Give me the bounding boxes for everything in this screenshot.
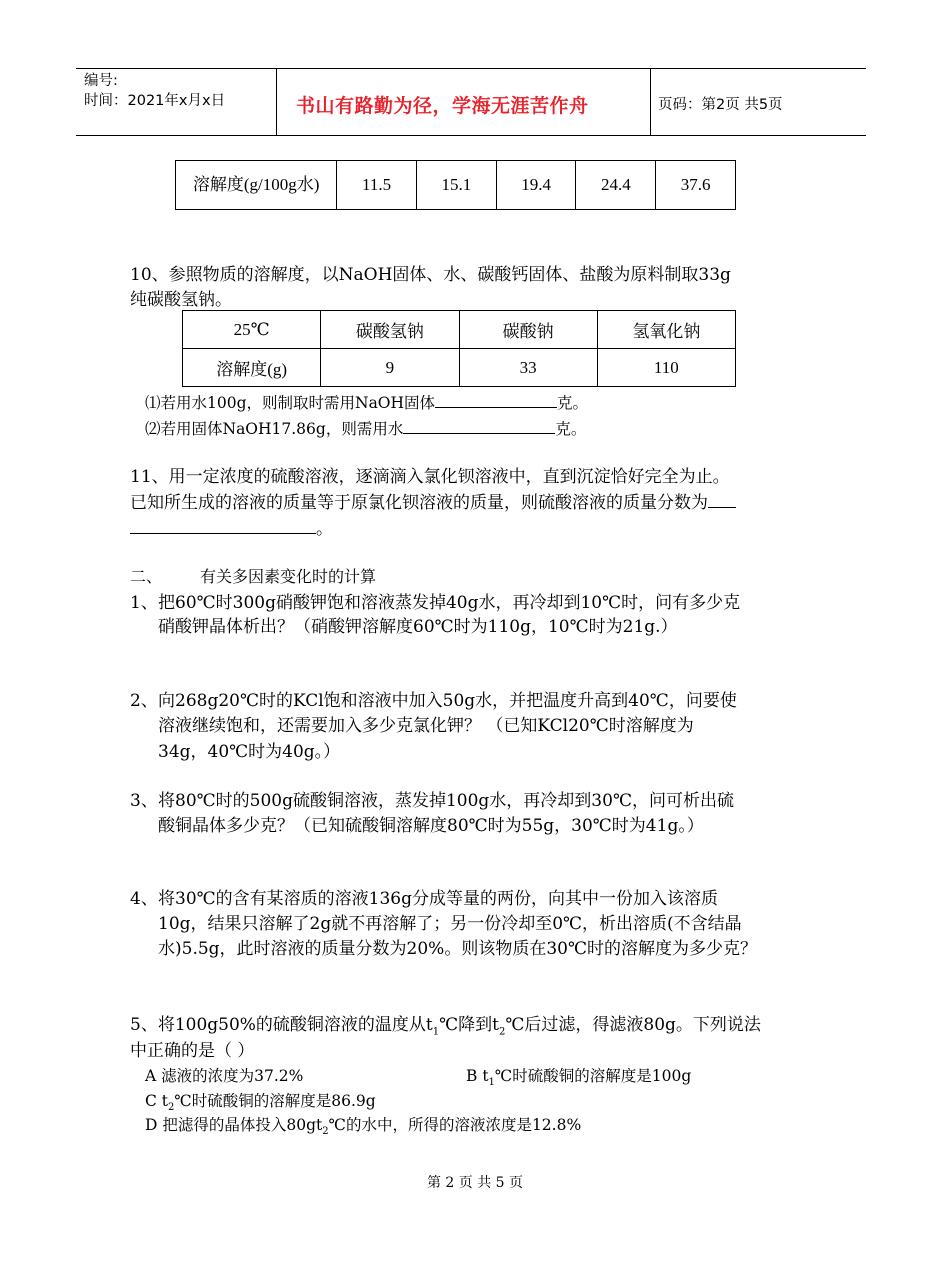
p3-line2: 酸铜晶体多少克？（已知硫酸铜溶解度80℃时为55g，30℃时为41g。） (158, 816, 704, 836)
q10-solubility-table (182, 310, 736, 387)
q11-line1: 11、用一定浓度的硫酸溶液，逐滴滴入氯化钡溶液中，直到沉淀恰好完全为止。 (130, 467, 730, 487)
q10-sub2 (145, 417, 586, 441)
q10-header-cell: 氢氧化钠 (597, 311, 735, 349)
q10-sub1-blank[interactable] (435, 391, 557, 408)
header-bottom-rule (76, 135, 866, 136)
p3-line1: 将80℃时的500g硫酸铜溶液，蒸发掉100g水，再冷却到30℃，问可析出硫 (158, 791, 734, 811)
q10-cell: 9 (321, 349, 459, 387)
p1-line1: 把60℃时300g硝酸钾饱和溶液蒸发掉40g水，再冷却到10℃时，问有多少克 (158, 593, 741, 613)
table1-cell: 24.4 (576, 161, 656, 210)
p5-optc-b: ℃时硫酸铜的溶解度是86.9g (174, 1092, 376, 1110)
q10-sub1-text: ⑴若用水100g，则制取时需用NaOH固体 (145, 394, 436, 412)
p3-num: 3、 (130, 791, 158, 811)
header-time-label: 时间：2021年x月x日 (84, 93, 226, 109)
p5-text-a: 5、将100g50%的硫酸铜溶液的温度从t (130, 1015, 433, 1035)
p5-optb-sub: 1 (488, 1077, 495, 1089)
p5-optd-a: D 把滤得的晶体投入80gt (145, 1116, 323, 1134)
header-page-label: 页码：第2页 共5页 (658, 97, 783, 113)
p5-option-d (145, 1113, 581, 1144)
section2-num: 二、 (130, 567, 163, 586)
q11-line2-text: 已知所生成的溶液的质量等于原氯化钡溶液的质量，则硫酸溶液的质量分数为 (130, 493, 708, 513)
q10-header-cell: 25℃ (183, 311, 321, 349)
q11-line3 (130, 517, 333, 541)
page-footer: 第 2 页 共 5 页 (426, 1175, 524, 1191)
table1-label-cell (176, 161, 337, 210)
p5-optb-a: B t (466, 1067, 489, 1085)
table-row (183, 311, 736, 349)
header-code-label: 编号: (84, 73, 118, 89)
q11-line2 (130, 491, 736, 515)
table1-cell: 19.4 (496, 161, 576, 210)
table-row (183, 349, 736, 387)
p4-line3: 水)5.5g，此时溶液的质量分数为20%。则该物质在30℃时的溶解度为多少克？ (158, 939, 757, 959)
q10-cell: 33 (459, 349, 597, 387)
q10-header-cell: 碳酸氢钠 (321, 311, 459, 349)
header-divider-left (276, 68, 277, 135)
p5-optc-sub: 2 (168, 1102, 175, 1114)
p5-text-b: ℃降到t (439, 1015, 499, 1035)
q10-header-cell: 碳酸钠 (459, 311, 597, 349)
table-row (176, 161, 736, 210)
q11-line3-end: 。 (316, 519, 333, 539)
p4-num: 4、 (130, 889, 158, 909)
q10-row-label: 溶解度(g) (183, 349, 321, 387)
p1-num: 1、 (130, 593, 158, 613)
solubility-table-continued (175, 160, 736, 210)
header-divider-right (650, 68, 651, 135)
p5-sub2: 2 (499, 1026, 506, 1038)
q11-blank-part2[interactable] (130, 517, 316, 534)
p5-optd-b: ℃的水中，所得的溶液浓度是12.8% (328, 1116, 582, 1134)
table1-cell: 11.5 (337, 161, 417, 210)
section2-title: 有关多因素变化时的计算 (200, 567, 377, 586)
q10-sub2-text: ⑵若用固体NaOH17.86g，则需用水 (145, 420, 404, 438)
q10-sub2-unit: 克。 (555, 420, 587, 438)
p2-num: 2、 (130, 691, 158, 711)
p5-optb-b: ℃时硫酸铜的溶解度是100g (494, 1067, 692, 1085)
header-motto: 书山有路勤为径，学海无涯苦作舟 (296, 95, 589, 117)
p4-line2: 10g，结果只溶解了2g就不再溶解了；另一份冷却至0℃，析出溶质(不含结晶 (158, 914, 742, 934)
p2-line3: 34g，40℃时为40g。） (158, 742, 341, 762)
q11-blank-part1[interactable] (708, 491, 736, 508)
q10-sub1 (145, 391, 588, 415)
p1-line2: 硝酸钾晶体析出？（硝酸钾溶解度60℃时为110g，10℃时为21g.） (158, 617, 678, 637)
p5-option-b (466, 1064, 691, 1095)
q10-sub1-unit: 克。 (557, 394, 589, 412)
p2-line1: 向268g20℃时的KCl饱和溶液中加入50g水，并把温度升高到40℃，问要使 (158, 691, 737, 711)
p2-line2: 溶液继续饱和，还需要加入多少克氯化钾？ （已知KCl20℃时溶解度为 (158, 716, 694, 736)
q10-line2: 纯碳酸氢钠。 (130, 290, 232, 310)
p5-option-a: A 滤液的浓度为37.2% (145, 1067, 304, 1085)
header-top-rule (76, 68, 866, 69)
p5-text-c: ℃后过滤，得滤液80g。下列说法 (505, 1015, 761, 1035)
table1-cell: 37.6 (656, 161, 736, 210)
q10-cell: 110 (597, 349, 735, 387)
section2-heading (130, 565, 376, 589)
p5-sub1: 1 (432, 1026, 440, 1038)
p4-line1: 将30℃的含有某溶质的溶液136g分成等量的两份，向其中一份加入该溶质 (158, 889, 718, 909)
table1-label: 溶解度(g/100g水) (192, 175, 320, 194)
p5-line2: 中正确的是（ ） (130, 1041, 255, 1061)
p5-optd-sub: 2 (322, 1126, 329, 1138)
q10-line1: 10、参照物质的溶解度，以NaOH固体、水、碳酸钙固体、盐酸为原料制取33g (130, 265, 731, 285)
q10-sub2-blank[interactable] (403, 417, 555, 434)
table1-cell: 15.1 (416, 161, 496, 210)
p5-optc-a: C t (145, 1092, 169, 1110)
